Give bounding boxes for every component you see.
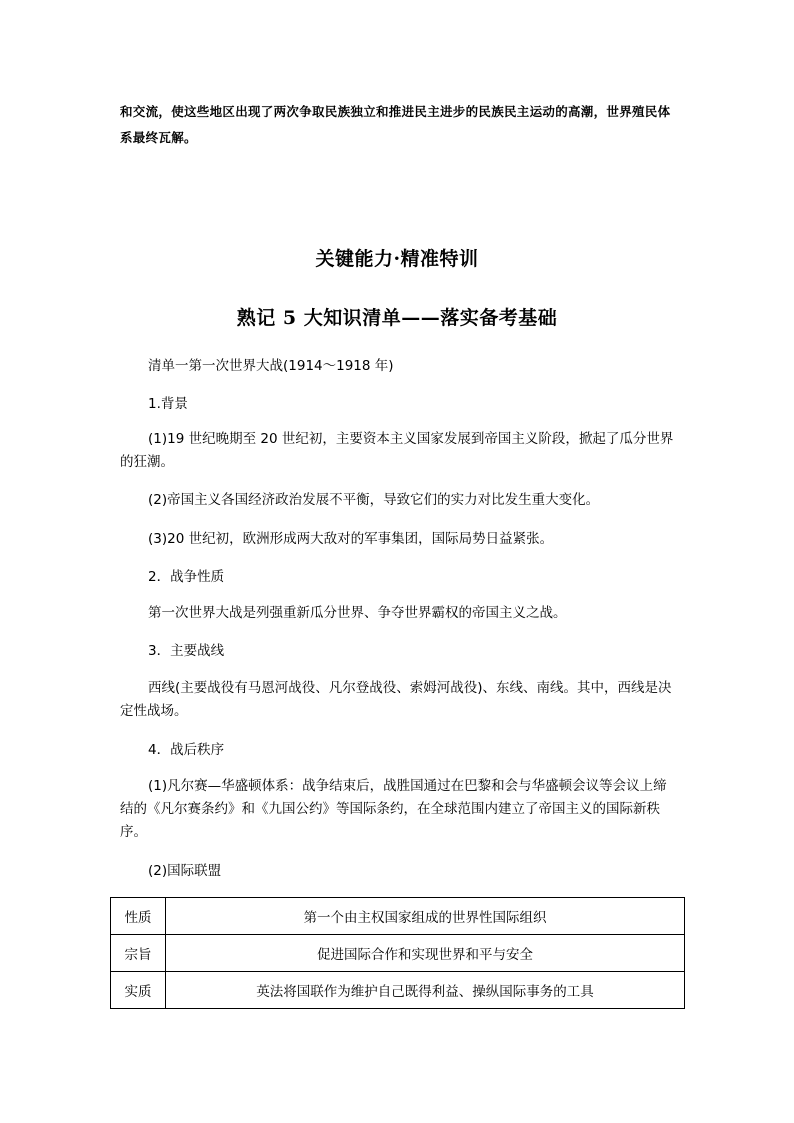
background-point-3: (3)20 世纪初，欧洲形成两大敌对的军事集团，国际局势日益紧张。 xyxy=(148,531,554,547)
list1-title: 清单一第一次世界大战(1914～1918 年) xyxy=(148,358,394,374)
table-key-cell: 宗旨 xyxy=(111,935,166,972)
table-value-cell: 第一个由主权国家组成的世界性国际组织 xyxy=(166,898,685,935)
section-heading: 关键能力·精准特训 xyxy=(315,248,479,270)
main-fronts-heading: 3．主要战线 xyxy=(148,643,225,659)
versailles-washington-text: (1)凡尔赛—华盛顿体系：战争结束后，战胜国通过在巴黎和会与华盛顿会议等会议上缔结的《凡尔赛条约》和《九国公约》等国际条约，在全球范围内建立了帝国主义的国际新秩序。 xyxy=(120,778,667,840)
section-subtitle: 熟记 5 大知识清单——落实备考基础 xyxy=(236,307,558,329)
background-point-2: (2)帝国主义各国经济政治发展不平衡，导致它们的实力对比发生重大变化。 xyxy=(148,492,600,508)
table-row xyxy=(111,972,685,1009)
postwar-order-heading: 4．战后秩序 xyxy=(148,742,225,758)
table-row xyxy=(111,935,685,972)
league-of-nations-heading: (2)国际联盟 xyxy=(148,863,222,879)
league-of-nations-table xyxy=(110,897,685,1009)
background-point-1: (1)19 世纪晚期至 20 世纪初，主要资本主义国家发展到帝国主义阶段，掀起了瓜分世界的狂潮。 xyxy=(120,431,674,470)
war-nature-heading: 2．战争性质 xyxy=(148,569,225,585)
table-key-cell: 实质 xyxy=(111,972,166,1009)
war-nature-text: 第一次世界大战是列强重新瓜分世界、争夺世界霸权的帝国主义之战。 xyxy=(148,605,567,621)
table-key-cell: 性质 xyxy=(111,898,166,935)
table-value-cell: 促进国际合作和实现世界和平与安全 xyxy=(166,935,685,972)
intro-paragraph: 和交流，使这些地区出现了两次争取民族独立和推进民主进步的民族民主运动的高潮，世界殖民体系最终瓦解。 xyxy=(120,104,671,145)
table-row xyxy=(111,898,685,935)
main-fronts-text: 西线(主要战役有马恩河战役、凡尔登战役、索姆河战役)、东线、南线。其中，西线是决定性战场。 xyxy=(120,680,672,719)
table-value-cell: 英法将国联作为维护自己既得利益、操纵国际事务的工具 xyxy=(166,972,685,1009)
background-heading: 1.背景 xyxy=(148,396,188,412)
